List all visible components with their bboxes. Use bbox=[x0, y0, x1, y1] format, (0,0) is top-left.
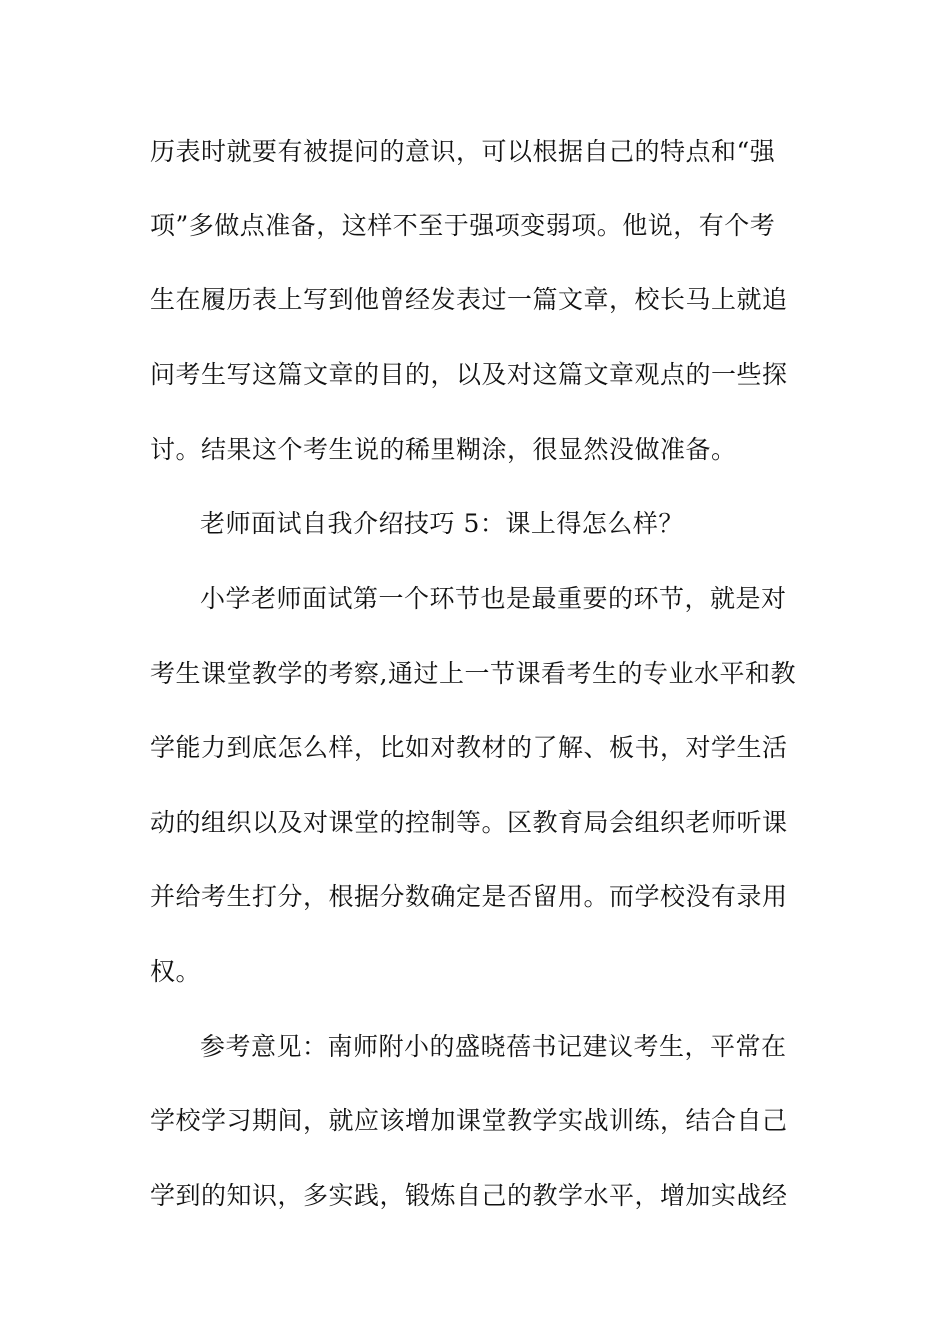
paragraph-line: 历表时就要有被提问的意识，可以根据自己的特点和“强 bbox=[150, 137, 776, 166]
paragraph-line: 权。 bbox=[150, 957, 202, 986]
paragraph-line: 学校学习期间，就应该增加课堂教学实战训练，结合自己 bbox=[150, 1106, 788, 1135]
paragraph-line: 学到的知识，多实践，锻炼自己的教学水平，增加实战经 bbox=[150, 1181, 788, 1210]
paragraph-line: 讨。结果这个考生说的稀里糊涂，很显然没做准备。 bbox=[150, 435, 737, 464]
paragraph-line: 项”多做点准备，这样不至于强项变弱项。他说，有个考 bbox=[150, 211, 776, 240]
paragraph-line: 参考意见：南师附小的盛晓蓓书记建议考生，平常在 bbox=[200, 1032, 787, 1061]
section-heading: 老师面试自我介绍技巧 5：课上得怎么样？ bbox=[200, 509, 684, 538]
paragraph-line: 动的组织以及对课堂的控制等。区教育局会组织老师听课 bbox=[150, 808, 788, 837]
paragraph-line: 学能力到底怎么样，比如对教材的了解、板书，对学生活 bbox=[150, 733, 788, 762]
paragraph-line: 并给考生打分，根据分数确定是否留用。而学校没有录用 bbox=[150, 882, 788, 911]
paragraph-line: 问考生写这篇文章的目的，以及对这篇文章观点的一些探 bbox=[150, 360, 788, 389]
paragraph-line: 考生课堂教学的考察,通过上一节课看考生的专业水平和教 bbox=[150, 659, 796, 688]
paragraph-line: 小学老师面试第一个环节也是最重要的环节，就是对 bbox=[200, 584, 787, 613]
paragraph-line: 生在履历表上写到他曾经发表过一篇文章，校长马上就追 bbox=[150, 285, 788, 314]
